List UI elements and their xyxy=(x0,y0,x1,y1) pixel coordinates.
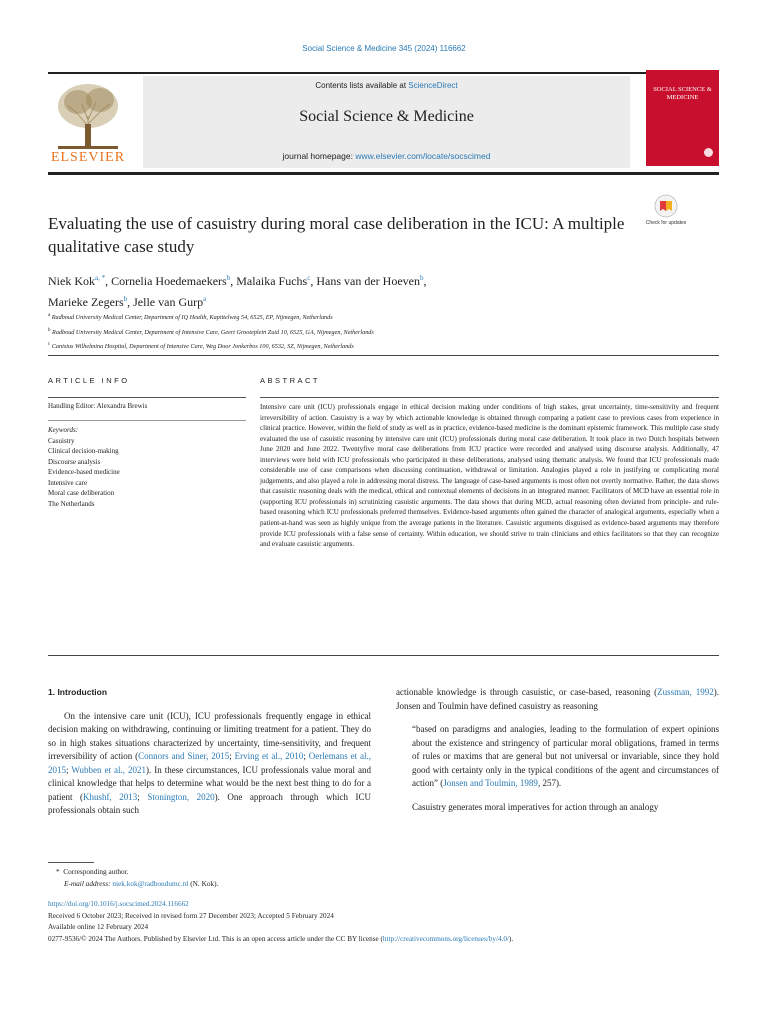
homepage-line: journal homepage: www.elsevier.com/locate/socscimed xyxy=(282,151,491,161)
author-name[interactable]: Niek Kok xyxy=(48,274,95,288)
intro-paragraph: On the intensive care unit (ICU), ICU professionals frequently engage in ethical decision making on withdrawing, continuing or limiting treatment for a patient. They do so in high stakes situations characterized by uncertainty, time-sensitivity, and frequent irreversibility of action (Connors and Siner, 2015; Erving et al., 2010; Oerlemans et al., 2015; Wubben et al., 2021). In these circumstances, ICU professionals value moral and clinical knowledge that helps to determine what would be the next best thing to do for a patient (Khushf, 2013; Stonington, 2020). One approach through which ICU professionals obtain such xyxy=(48,710,372,815)
citation-link[interactable]: Erving et al., 2010 xyxy=(234,751,304,761)
article-info-heading: ARTICLE INFO xyxy=(48,376,130,385)
author-name[interactable]: Jelle van Gurp xyxy=(133,295,204,309)
author-name[interactable]: Malaika Fuchs xyxy=(236,274,308,288)
author-sup[interactable]: b xyxy=(226,274,231,282)
footnotes xyxy=(48,866,719,890)
header-rule xyxy=(48,72,719,74)
citation-link[interactable]: Khushf, 2013 xyxy=(83,791,138,802)
article-metadata xyxy=(48,899,728,945)
citation-link[interactable]: Jonsen and Toulmin, 1989 xyxy=(443,778,538,788)
author-sup[interactable]: a, * xyxy=(95,274,106,282)
sciencedirect-link[interactable]: ScienceDirect xyxy=(408,81,458,90)
section-divider xyxy=(48,355,719,356)
cover-title: SOCIAL SCIENCE & MEDICINE xyxy=(653,86,712,101)
author-list: Niek Kok$^{a, *}$, Cornelia Hoedemaekers$^b$, Malaika Fuchs$^c$, Hans van der Hoeven$^b$, Marieke Zegers$^b$, Jelle van Gurp$^a$ xyxy=(48,274,427,309)
citation-link[interactable]: Zussman, 1992 xyxy=(657,687,714,697)
contents-line: Contents lists available at ScienceDirect xyxy=(315,81,458,90)
affiliations xyxy=(48,310,719,354)
block-quote: “based on paradigms and analogies, leading to the formulation of expert opinions about the existence and stringency of particular moral obligations, framed in terms of rules or maxims that are general but not universal or invariable, since they hold good with certainty only in the typical conditions of the agent and circumstances of action” (Jonsen and Toulmin, 1989, 257). xyxy=(412,724,719,788)
author-sup[interactable]: c xyxy=(307,274,311,282)
footnote-rule xyxy=(48,862,94,863)
author-name[interactable]: Cornelia Hoedemaekers xyxy=(111,274,227,288)
handling-editor: Handling Editor: Alexandra Brewis xyxy=(48,402,148,410)
affiliation-item: $^a$ Radboud University Medical Center, Department of IQ Health, Kapittelweg 54, 6525, EP, Nijmegen, Netherlands xyxy=(48,313,333,322)
author-sup[interactable]: b xyxy=(419,274,424,282)
history-dates: Received 6 October 2023; Received in revised form 27 December 2023; Accepted 5 February 2024 xyxy=(48,911,334,920)
license-link[interactable]: http://creativecommons.org/licenses/by/4.0/ xyxy=(382,934,509,943)
journal-title: Social Science & Medicine xyxy=(299,108,474,125)
intro-paragraph-continued: actionable knowledge is through casuistic, or case-based, reasoning (Zussman, 1992). Jonsen and Toulmin have defined casuistry as reasoning xyxy=(396,687,719,711)
abstract-text: Intensive care unit (ICU) professionals engage in ethical decision making under conditions of high stakes, great uncertainty, time-sensitivity and frequent irreversibility of action. Casuistry is a way by which actionable knowledge is obtained through comparing a patient case to previous cases from experience in clinical practice. However, within the field of study as well as in practice, evidence-based medicine is the dominant epistemic framework. This multiple case study evaluated the use of casuistic reasoning by intensive care unit (ICU) professionals during moral case deliberation. It took place in two Dutch hospitals between June 2020 and June 2022. Twentyfive moral case deliberations from ICU practice were recorded and analysed using discourse analysis. Additionally, 47 interviews were held with ICU professionals who participated in these deliberations, analysed using thematic analysis. We found that ICU professionals made considerable use of case comparisons when discussing continuation, withdrawal or limitation. Analogies played a role in justifying or complicating moral judgements, and also played a role in addressing moral distress. The language of case-based arguments is most often not overtly normative. Rather, the data shows that casuistic reasoning deals with the medical, ethical and contextual elements of decisions in an integrated manner. Facilitators of MCD have an essential role in (supporting ICU professionals in) scrutinizing casuistic arguments. The data shows that during MCD, actual reasoning often deviated from principle- and rule-based reasoning which ICU professionals preferred themselves. Evidence-based arguments often gained the character of analogical arguments, especially when a patient-at-hand was seen as highly unique from the average patients in the literature. Casuistic arguments disguised as evidence-based arguments may therefore provide ICU professionals with a false sense of certainty. Within education, we should strive to train clinicians and ethics facilitators so that they can recognize and evaluate casuistic arguments. xyxy=(260,403,719,549)
keywords-label: Keywords: xyxy=(48,426,79,434)
elsevier-wordmark: ELSEVIER xyxy=(50,150,126,165)
journal-reference-link[interactable]: Social Science & Medicine 345 (2024) 116662 xyxy=(302,44,466,53)
body-paragraph: Casuistry generates moral imperatives for action through an analogy xyxy=(412,801,659,812)
author-sup[interactable]: a xyxy=(203,295,207,303)
available-online: Available online 12 February 2024 xyxy=(48,923,149,932)
corresponding-author-note: * Corresponding author. xyxy=(56,867,129,876)
keywords-list xyxy=(48,425,246,509)
affiliation-item: $^c$ Canisius Wilhelmina Hospital, Department of Intensive Care, Weg Door Jonkerbos 100, 6532, SZ, Nijmegen, Netherlands xyxy=(48,342,354,351)
keyword-item: Discourse analysis xyxy=(48,457,101,466)
keyword-item: Clinical decision-making xyxy=(48,447,119,455)
journal-homepage-link[interactable]: www.elsevier.com/locate/socscimed xyxy=(355,151,491,161)
email-note: E-mail address: niek.kok@radboudumc.nl (N. Kok). xyxy=(64,879,219,888)
abstract-heading: ABSTRACT xyxy=(260,376,321,385)
author-name[interactable]: Marieke Zegers xyxy=(48,295,124,309)
doi-link[interactable]: https://doi.org/10.1016/j.socscimed.2024.116662 xyxy=(48,900,189,908)
email-link[interactable]: niek.kok@radboudumc.nl xyxy=(112,879,189,888)
cover-badge xyxy=(704,148,713,157)
body-left-column xyxy=(48,686,371,818)
check-updates-label: Check for updates xyxy=(646,220,686,226)
author-sup[interactable]: b xyxy=(123,295,128,303)
keyword-item: The Netherlands xyxy=(48,499,95,508)
keyword-item: Evidence-based medicine xyxy=(48,468,120,476)
keywords-rule xyxy=(48,420,246,421)
keyword-item: Moral case deliberation xyxy=(48,489,115,497)
abstract-rule xyxy=(260,397,719,398)
check-for-updates-icon[interactable] xyxy=(646,192,686,232)
citation-link[interactable]: Stonington, 2020 xyxy=(147,791,215,802)
affiliation-item: $^b$ Radboud University Medical Center, Department of Intensive Care, Geert Grooteplein Zuid 10, 6525, GA, Nijmegen, Netherlands xyxy=(48,327,374,336)
masthead-rule xyxy=(48,172,719,175)
license-line: 0277-9536/© 2024 The Authors. Published by Elsevier Ltd. This is an open access article under the CC BY license (http://creativecommons.org/licenses/by/4.0/). xyxy=(48,934,514,943)
abstract-end-rule xyxy=(48,655,719,656)
keyword-item: Casuistry xyxy=(48,436,75,445)
citation-link[interactable]: Wubben et al., 2021 xyxy=(71,764,147,775)
keyword-item: Intensive care xyxy=(48,478,88,487)
body-right-column xyxy=(396,686,719,814)
citation-link[interactable]: Connors and Siner, 2015 xyxy=(138,751,230,761)
article-info-rule xyxy=(48,397,246,398)
section-heading-introduction: 1. Introduction xyxy=(48,687,108,697)
article-title: Evaluating the use of casuistry during moral case deliberation in the ICU: A multiple qualitative case study xyxy=(48,214,625,256)
citation-link[interactable]: Oerlemans et al., 2015 xyxy=(48,751,371,775)
author-name[interactable]: Hans van der Hoeven xyxy=(316,274,420,288)
